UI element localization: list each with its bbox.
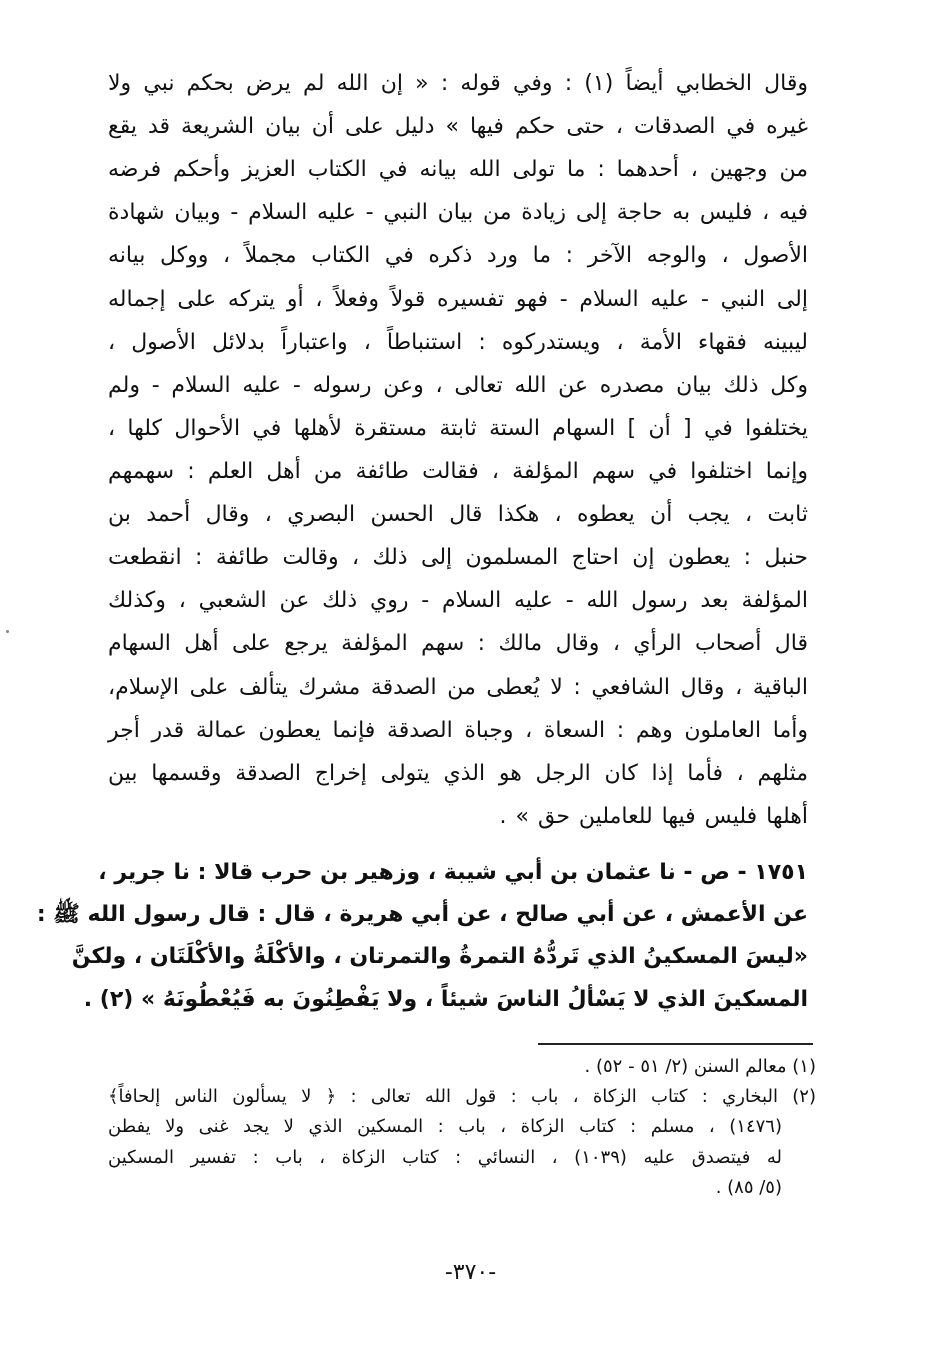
footnote-2-line: (١٤٧٦) ، مسلم : كتاب الزكاة ، باب : المسكين الذي لا يجد غنى ولا يفطن xyxy=(108,1116,782,1138)
text-line: وإنما اختلفوا في سهم المؤلفة ، فقالت طائفة من أهل العلم : سهمهم xyxy=(108,458,808,484)
text-line: يختلفوا في [ أن ] السهام الستة ثابتة مستقرة لأهلها في الأحوال كلها ، xyxy=(108,415,808,441)
text-line: وقال الخطابي أيضاً (١) : وفي قوله : « إن الله لم يرض بحكم نبي ولا xyxy=(108,71,808,96)
page-number: -٣٧٠- xyxy=(444,1260,497,1285)
text-line: مثلهم ، فأما إذا كان الرجل هو الذي يتولى إخراج الصدقة وقسمها بين xyxy=(108,760,808,786)
footnote-1: (١) معالم السنن (٢/ ٥١ - ٥٢) . xyxy=(584,1056,816,1077)
hadith-line: «ليسَ المسكينُ الذي تَردُّهُ التمرةُ والتمرتان ، والأكْلَةُ والأكْلَتَان ، ولكنَّ xyxy=(71,944,808,970)
text-line: وكل ذلك بيان مصدره عن الله تعالى ، وعن رسوله - عليه السلام - ولم xyxy=(108,372,808,398)
text-line: قال أصحاب الرأي ، وقال مالك : سهم المؤلفة يرجع على أهل السهام xyxy=(108,631,808,657)
hadith-line: عن الأعمش ، عن أبي صالح ، عن أبي هريرة ، قال : قال رسول الله ﷺ : xyxy=(36,902,808,928)
text-line: المؤلفة بعد رسول الله - عليه السلام - روي ذلك عن الشعبي ، وكذلك xyxy=(108,588,808,614)
hadith-text-block xyxy=(36,852,808,1021)
footnotes xyxy=(108,1052,816,1203)
hadith-line: المسكينَ الذي لا يَسْألُ الناسَ شيئاً ، ولا يَفْطِنُونَ به فَيُعْطُونَهُ » (٢) . xyxy=(83,986,808,1012)
text-line: الأصول ، والوجه الآخر : ما ورد ذكره في الكتاب مجملاً ، ووكل بيانه xyxy=(108,243,808,269)
text-line: أهلها فليس فيها للعاملين حق » . xyxy=(499,803,808,829)
text-line: الباقية ، وقال الشافعي : لا يُعطى من الصدقة مشرك يتألف على الإسلام، xyxy=(108,674,808,700)
text-line: إلى النبي - عليه السلام - فهو تفسيره قولاً وفعلاً ، أو يتركه على إجماله xyxy=(108,286,808,312)
hadith-line: ١٧٥١ - ص - نا عثمان بن أبي شيبة ، وزهير بن حرب قالا : نا جرير ، xyxy=(98,860,808,885)
text-line: من وجهين ، أحدهما : ما تولى الله بيانه في الكتاب العزيز وأحكم فرضه xyxy=(108,157,808,183)
text-line: فيه ، فليس به حاجة إلى زيادة من بيان النبي - عليه السلام - وبيان شهادة xyxy=(108,200,808,226)
scan-speck xyxy=(6,630,9,633)
footnote-2-line: له فيتصدق عليه (١٠٣٩) ، النسائي : كتاب الزكاة ، باب : تفسير المسكين xyxy=(108,1146,782,1168)
commentary-text-block xyxy=(108,62,808,838)
text-line: ليبينه فقهاء الأمة ، ويستدركوه : استنباطاً ، واعتباراً بدلائل الأصول ، xyxy=(108,329,808,355)
text-line: وأما العاملون وهم : السعاة ، وجباة الصدقة فإنما يعطون عمالة قدر أجر xyxy=(108,717,808,743)
footnote-2-line: (٢) البخاري : كتاب الزكاة ، باب : قول الله تعالى : ﴿ لا يسألون الناس إلحافاً﴾ xyxy=(108,1086,816,1108)
text-line: ثابت ، يجب أن يعطوه ، هكذا قال الحسن البصري ، وقال أحمد بن xyxy=(108,502,808,528)
footnote-divider xyxy=(538,1043,813,1045)
footnote-2-line: (٥/ ٨٥) . xyxy=(715,1176,782,1198)
text-line: غيره في الصدقات ، حتى حكم فيها » دليل على أن بيان الشريعة قد يقع xyxy=(108,114,808,140)
text-line: حنبل : يعطون إن احتاج المسلمون إلى ذلك ، وقالت طائفة : انقطعت xyxy=(108,545,808,571)
